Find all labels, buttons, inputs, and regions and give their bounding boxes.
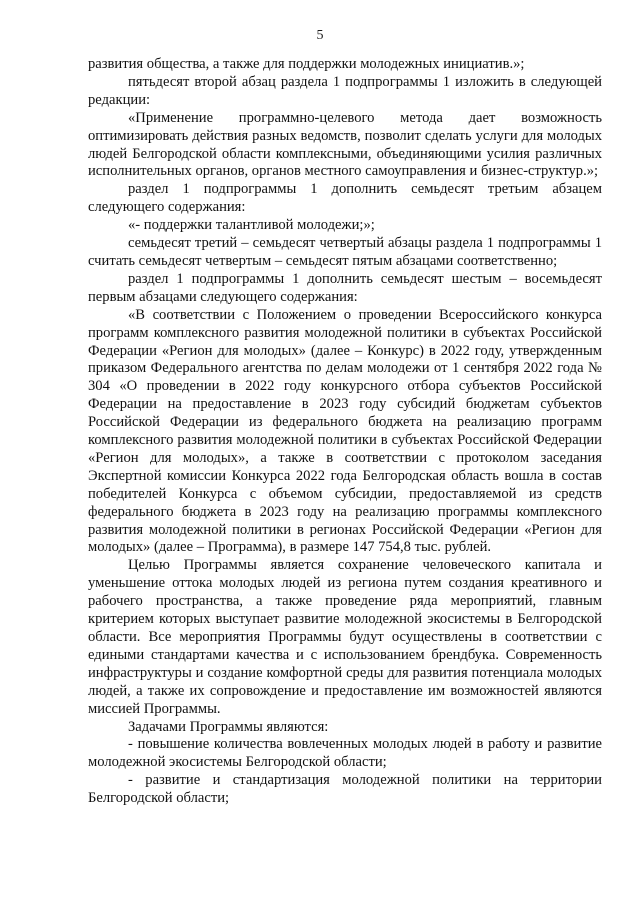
paragraph: Целью Программы является сохранение человеческого капитала и уменьшение оттока молодых людей из региона путем создания креативного и рабочего пространства, а также проведение ряда мероприятий, главным критерием которых выступает развитие молодежной экосистемы в Белгородской области. Все мероприятия Программы будут осуществлены в соответствии с едиными стандартами качества и с использованием брендбука. Современность инфраструктуры и создание комфортной среды для развития потенциала молодых людей, а также их сопровождение и предоставление им возможностей являются миссией Программы. <box>88 557 602 717</box>
paragraph: раздел 1 подпрограммы 1 дополнить семьдесят шестым – восемьдесят первым абзацами следующего содержания: <box>88 270 602 305</box>
paragraph: «- поддержки талантливой молодежи;»; <box>128 217 375 234</box>
paragraph-continuation: развития общества, а также для поддержки молодежных инициатив.»; <box>88 56 525 72</box>
paragraph: семьдесят третий – семьдесят четвертый абзацы раздела 1 подпрограммы 1 считать семьдесят четвертым – семьдесят пятым абзацами соответственно; <box>88 235 602 269</box>
paragraph: «Применение программно-целевого метода дает возможность оптимизировать действия разных ведомств, позволит сделать услуги для молодых людей Белгородской области комплексными, объединяющими усилия различных исполнительных органов, органов местного самоуправления и бизнес-структур.»; <box>88 109 602 180</box>
document-body <box>88 56 602 808</box>
paragraph: пятьдесят второй абзац раздела 1 подпрограммы 1 изложить в следующей редакции: <box>88 73 602 108</box>
paragraph: раздел 1 подпрограммы 1 дополнить семьдесят третьим абзацем следующего содержания: <box>88 181 602 216</box>
page-number: 5 <box>316 28 324 43</box>
paragraph: «В соответствии с Положением о проведении Всероссийского конкурса программ комплексного развития молодежной политики в субъектах Российской Федерации «Регион для молодых» (далее – Конкурс) в 2022 году, утвержденным приказом Федерального агентства по делам молодежи от 1 сентября 2022 года № 304 «О проведении в 2022 году конкурсного отбора субъектов Российской Федерации на предоставление в 2023 году субсидий бюджетам субъектов Российской Федерации из федерального бюджета на реализацию программ комплексного развития молодежной политики в субъектах Российской Федерации «Регион для молодых», а также в соответствии с протоколом заседания Экспертной комиссии Конкурса 2022 года Белгородская область вошла в состав победителей Конкурса с объемом субсидии, предоставляемой из средств федерального бюджета в 2023 году на реализацию программы комплексного развития молодежной политики в регионах Российской Федерации «Регион для молодых» (далее – Программа), в размере 147 754,8 тыс. рублей. <box>88 306 602 556</box>
list-item: - развитие и стандартизация молодежной политики на территории Белгородской области; <box>88 772 602 807</box>
paragraph: Задачами Программы являются: <box>128 718 329 735</box>
list-item: - повышение количества вовлеченных молодых людей в работу и развитие молодежной экосистемы Белгородской области; <box>88 736 602 771</box>
